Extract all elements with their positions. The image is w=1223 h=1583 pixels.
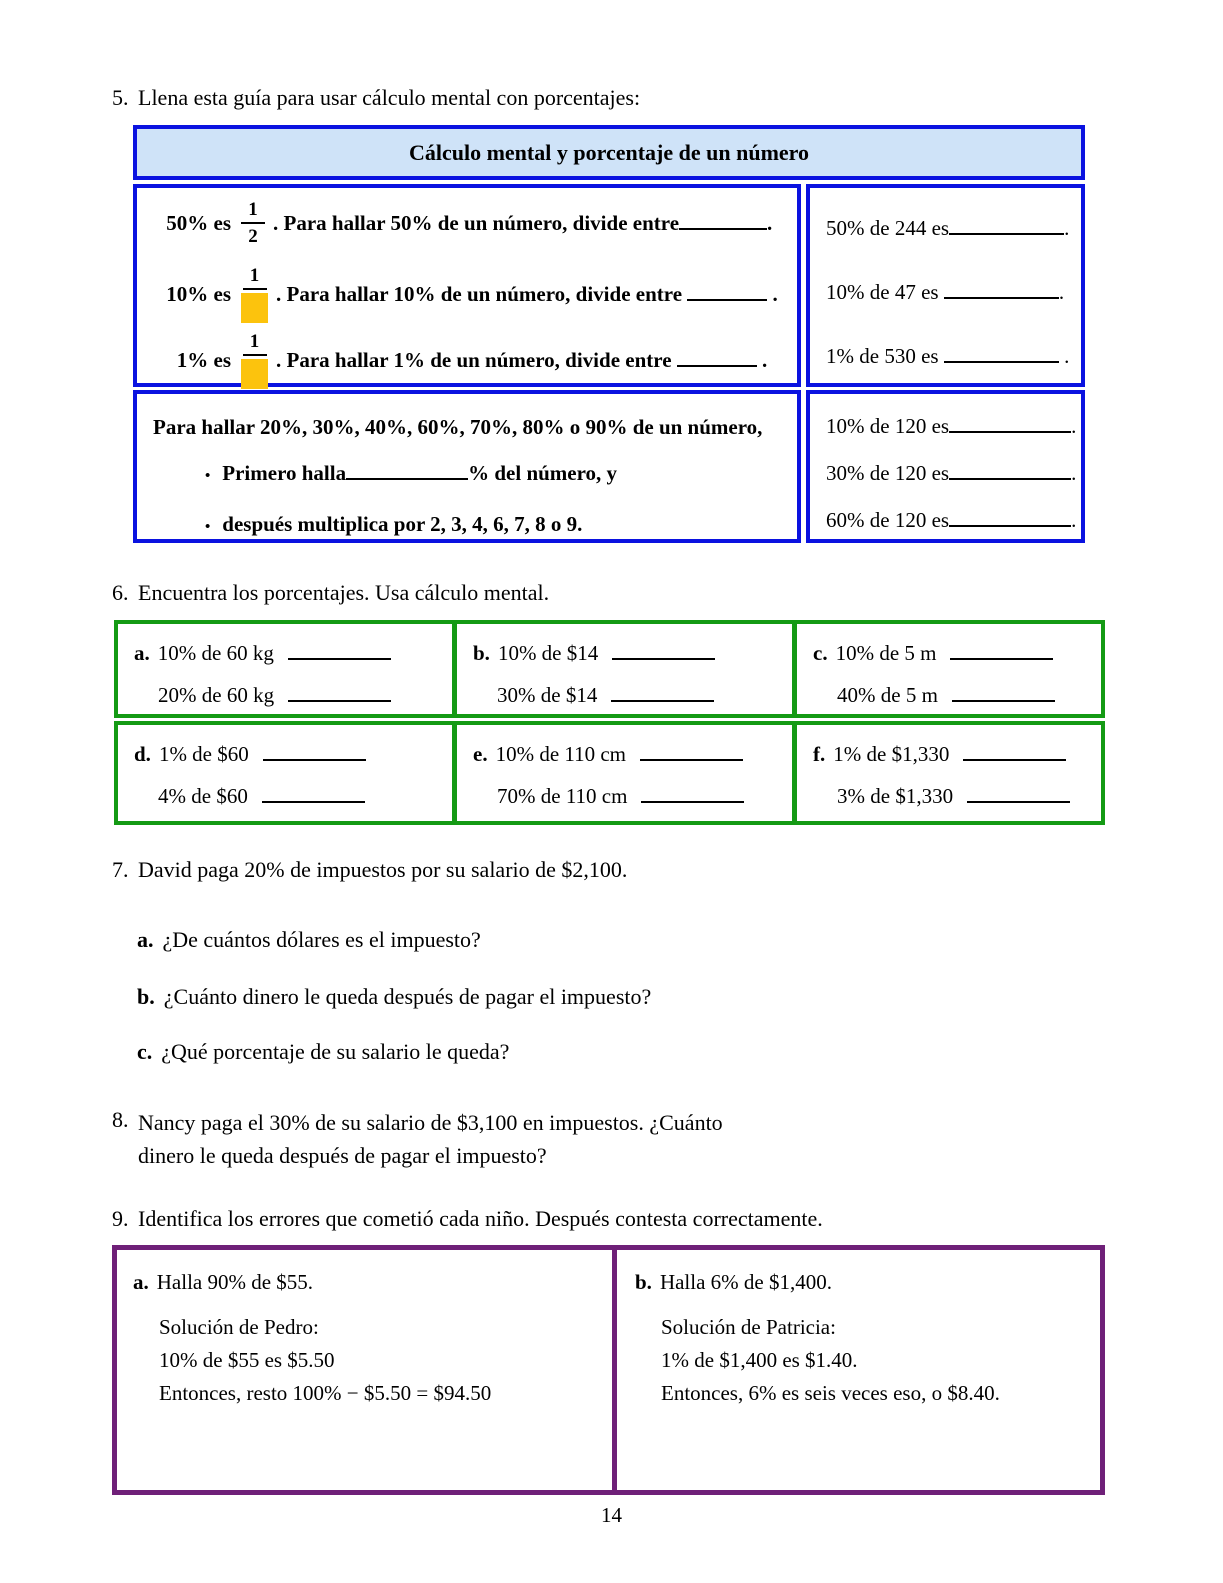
fraction-one-half [241, 200, 265, 246]
solution-line: 10% de $55 es $5.50 [159, 1348, 335, 1372]
exercise-cell-b [452, 624, 792, 714]
practice-line [826, 459, 1081, 487]
error-solution [159, 1311, 612, 1410]
error-analysis-table [112, 1245, 1105, 1495]
answer-box [241, 359, 268, 389]
exercise-label: a. [134, 641, 150, 665]
practice-text: 10% de 47 es [826, 280, 944, 304]
blank-line [949, 221, 1064, 235]
exercise-text: 1% de $1,330 [833, 742, 950, 766]
blank-line [263, 747, 366, 761]
exercise-cell-e [452, 725, 792, 821]
blank-line [288, 688, 391, 702]
exercise-label: e. [473, 742, 488, 766]
error-cell-b [617, 1250, 1100, 1490]
guide-box-row-2 [133, 390, 1085, 543]
fraction-numerator: 1 [249, 264, 260, 286]
question-5-number: 5. [112, 85, 129, 110]
guide-box-header [133, 125, 1085, 180]
error-title-text: Halla 6% de $1,400. [659, 1270, 832, 1294]
exercise-line [473, 641, 792, 666]
blank-line [967, 789, 1070, 803]
practice-tail: . [1071, 414, 1077, 438]
blank-line [949, 513, 1071, 527]
exercise-line [473, 683, 792, 708]
exercise-line [473, 742, 792, 767]
exercise-cell-d [118, 725, 452, 821]
blank-line [944, 285, 1059, 299]
part-text: ¿De cuántos dólares es el impuesto? [162, 927, 481, 952]
rule-text-tail: . [756, 347, 768, 372]
blank-line [679, 216, 767, 230]
blank-line [963, 747, 1066, 761]
blank-line [262, 789, 365, 803]
question-8-line-1: Nancy paga el 30% de su salario de $3,100 en impuestos. ¿Cuánto [138, 1110, 723, 1135]
fraction-bar [243, 288, 267, 290]
fraction-one-over-blank [241, 266, 268, 323]
practice-text: 30% de 120 es [826, 461, 950, 485]
practice-tail: . [1064, 216, 1070, 240]
error-title [635, 1270, 1100, 1295]
practice-text: 10% de 120 es [826, 414, 950, 438]
exercise-label: b. [473, 641, 490, 665]
multiples-heading: Para hallar 20%, 30%, 40%, 60%, 70%, 80% o 90% de un número, [153, 415, 763, 439]
step-2-text: después multiplica por 2, 3, 4, 6, 7, 8 o 9. [222, 512, 583, 536]
exercise-text: 10% de 110 cm [495, 742, 627, 766]
rule-text-body: . Para hallar 10% de un número, divide entre [276, 281, 688, 306]
rule-row-1-percent [137, 332, 797, 388]
exercise-text: 40% de 5 m [837, 683, 938, 707]
blank-line [346, 466, 468, 480]
practice-tail: . [1058, 280, 1065, 304]
practice-line [826, 412, 1081, 440]
practice-line [826, 342, 1081, 370]
fraction-bar [241, 222, 265, 224]
blank-line [288, 646, 391, 660]
mental-math-guide-box [133, 125, 1085, 543]
blank-line [949, 466, 1071, 480]
rule-text [276, 348, 767, 373]
practice-text: 50% de 244 es [826, 216, 950, 240]
practice-line [826, 214, 1081, 242]
step-1-text: Primero halla [222, 461, 347, 485]
practice-text: 60% de 120 es [826, 508, 950, 532]
exercise-text: 10% de 5 m [835, 641, 937, 665]
question-7b [137, 983, 1223, 1011]
rule-text-body: . Para hallar 1% de un número, divide entre [276, 347, 677, 372]
guide-box-title: Cálculo mental y porcentaje de un número [408, 139, 810, 165]
exercise-text: 10% de 60 kg [157, 641, 274, 665]
fraction-denominator: 2 [248, 226, 258, 247]
part-label: a. [137, 927, 154, 952]
practice-tail: . [1071, 508, 1077, 532]
question-8-text [138, 1106, 723, 1172]
error-solution [661, 1311, 1100, 1410]
rule-lead: 10% es [166, 281, 231, 306]
exercise-text: 1% de $60 [158, 742, 249, 766]
blank-line [687, 287, 767, 301]
guide-practice-cell-2 [806, 390, 1085, 543]
question-8-line-2: dinero le queda después de pagar el impuesto? [138, 1143, 547, 1168]
error-label: b. [635, 1270, 652, 1294]
error-label: a. [133, 1270, 149, 1294]
rule-row-10-percent [137, 256, 797, 332]
guide-box-row-1 [133, 184, 1085, 387]
error-title [133, 1270, 612, 1295]
exercise-line [813, 641, 1101, 666]
exercise-line [813, 683, 1101, 708]
question-9-prompt [112, 1205, 1223, 1233]
question-5-text: Llena esta guía para usar cálculo mental con porcentajes: [138, 85, 641, 110]
practice-text: 1% de 530 es [826, 344, 944, 368]
practice-line [826, 278, 1081, 306]
fraction-one-over-blank [241, 332, 268, 389]
exercise-text: 10% de $14 [497, 641, 599, 665]
question-8-number: 8. [112, 1107, 129, 1132]
practice-tail: . [1071, 461, 1077, 485]
exercise-cell-c [792, 624, 1101, 714]
bullet-icon: • [205, 519, 211, 535]
rule-lead: 1% es [176, 347, 231, 372]
multiples-step-1 [205, 460, 797, 490]
exercise-text: 3% de $1,330 [837, 784, 954, 808]
exercise-line [134, 683, 452, 708]
multiples-step-2 [205, 511, 797, 541]
blank-line [640, 747, 743, 761]
practice-tail: . [1058, 344, 1070, 368]
solution-line: Entonces, 6% es seis veces eso, o $8.40. [661, 1381, 1000, 1405]
blank-line [677, 353, 757, 367]
exercise-row-2 [114, 721, 1105, 825]
practice-line [826, 506, 1081, 534]
blank-line [611, 688, 714, 702]
exercise-line [473, 784, 792, 809]
question-7c [137, 1038, 1223, 1066]
question-9-text: Identifica los errores que cometió cada niño. Después contesta correctamente. [138, 1206, 823, 1231]
question-6-number: 6. [112, 580, 129, 605]
question-5-prompt [112, 84, 1223, 112]
question-7-text: David paga 20% de impuestos por su salario de $2,100. [138, 857, 628, 882]
exercise-line [134, 784, 452, 809]
question-8-prompt [112, 1106, 1223, 1172]
rule-row-50-percent [137, 190, 797, 256]
exercise-row-1 [114, 620, 1105, 718]
blank-line [949, 419, 1071, 433]
step-1-tail: % del número, y [468, 461, 618, 485]
exercise-cell-a [118, 624, 452, 714]
question-9-number: 9. [112, 1206, 129, 1231]
exercise-label: f. [813, 742, 826, 766]
percent-exercise-table [114, 620, 1105, 825]
page-number: 14 [601, 1503, 622, 1527]
rule-text-tail: . [767, 281, 778, 306]
answer-box [241, 293, 268, 323]
blank-line [952, 688, 1055, 702]
exercise-line [813, 784, 1101, 809]
solution-line: Solución de Pedro: [159, 1315, 319, 1339]
solution-line: Entonces, resto 100% − $5.50 = $94.50 [159, 1381, 492, 1405]
fraction-bar [243, 354, 267, 356]
exercise-cell-f [792, 725, 1101, 821]
exercise-text: 70% de 110 cm [497, 784, 628, 808]
part-label: b. [137, 984, 155, 1009]
rule-lead: 50% es [166, 210, 231, 235]
rule-text-tail: . [767, 210, 773, 235]
bullet-icon: • [205, 468, 211, 484]
rule-text [276, 282, 778, 307]
question-7-number: 7. [112, 857, 129, 882]
error-title-text: Halla 90% de $55. [156, 1270, 314, 1294]
solution-line: 1% de $1,400 es $1.40. [661, 1348, 858, 1372]
exercise-label: c. [813, 641, 828, 665]
solution-line: Solución de Patricia: [661, 1315, 836, 1339]
blank-line [950, 646, 1053, 660]
error-cell-a [117, 1250, 617, 1490]
part-label: c. [137, 1039, 153, 1064]
guide-fraction-rules-cell [133, 184, 801, 387]
question-6-text: Encuentra los porcentajes. Usa cálculo mental. [138, 580, 550, 605]
question-6-prompt [112, 579, 1223, 607]
exercise-text: 30% de $14 [497, 683, 598, 707]
exercise-line [813, 742, 1101, 767]
exercise-text: 20% de 60 kg [158, 683, 275, 707]
exercise-line [134, 641, 452, 666]
blank-line [641, 789, 744, 803]
fraction-numerator: 1 [248, 199, 258, 220]
exercise-line [134, 742, 452, 767]
exercise-text: 4% de $60 [158, 784, 248, 808]
guide-multiples-cell [133, 390, 801, 543]
part-text: ¿Qué porcentaje de su salario le queda? [161, 1039, 510, 1064]
question-7-prompt [112, 856, 1223, 884]
question-7a [137, 926, 1223, 954]
blank-line [944, 349, 1059, 363]
part-text: ¿Cuánto dinero le queda después de pagar el impuesto? [163, 984, 652, 1009]
rule-text-body: . Para hallar 50% de un número, divide entre [273, 210, 680, 235]
rule-text [273, 211, 772, 236]
guide-practice-cell-1 [806, 184, 1085, 387]
blank-line [612, 646, 715, 660]
fraction-numerator: 1 [249, 330, 260, 352]
exercise-label: d. [134, 742, 151, 766]
